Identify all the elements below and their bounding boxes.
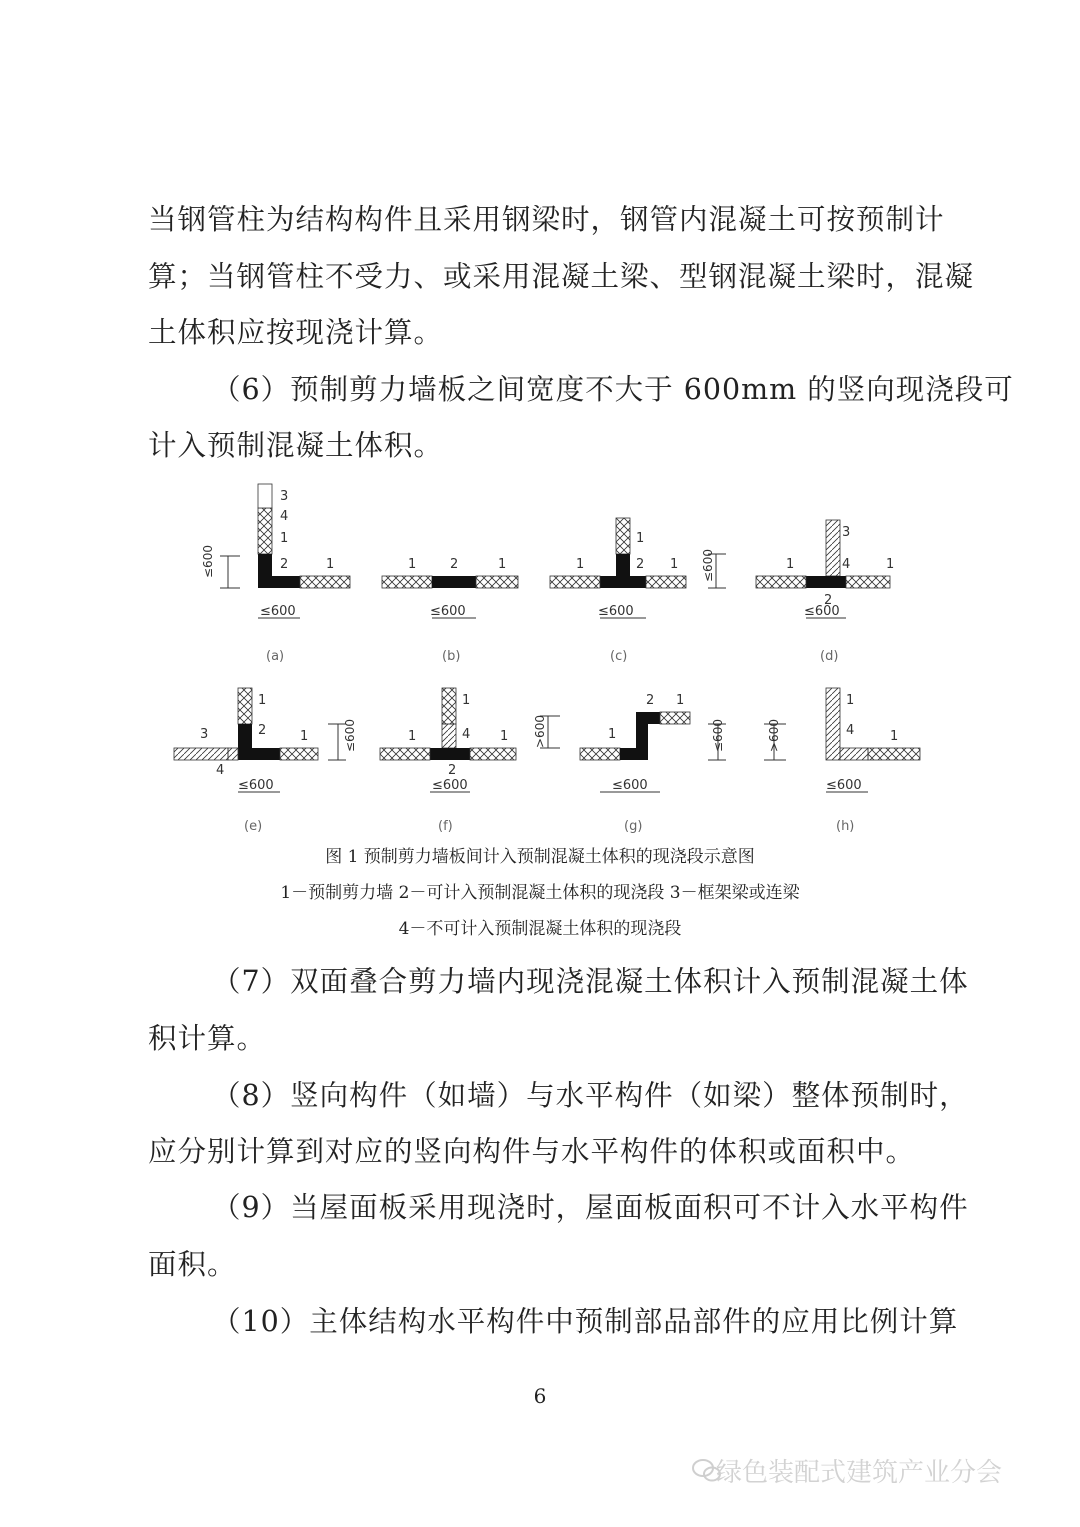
- e-dim-h: ≤600: [238, 778, 274, 793]
- label-d: (d): [820, 649, 839, 664]
- c-num-1: 1: [636, 531, 645, 546]
- diagram-a: [201, 484, 350, 664]
- e-num-3: 3: [200, 727, 209, 742]
- body-line-11: 面积。: [148, 1248, 237, 1281]
- e-num-1b: 1: [300, 729, 309, 744]
- b-num-2: 2: [450, 557, 459, 572]
- d-num-1: 1: [786, 557, 795, 572]
- diagram-h: [708, 688, 920, 834]
- label-e: (e): [244, 819, 263, 834]
- f-num-1b: 1: [408, 729, 417, 744]
- a-num-2: 2: [280, 557, 289, 572]
- b-dim-h: ≤600: [430, 604, 466, 619]
- g-num-1: 1: [608, 727, 617, 742]
- d-num-1b: 1: [886, 557, 895, 572]
- label-b: (b): [442, 649, 461, 664]
- body-line-1: 当钢管柱为结构构件且采用钢梁时，钢管内混凝土可按预制计: [148, 203, 945, 236]
- e-num-2: 2: [258, 723, 267, 738]
- g-dim-v: >600: [533, 715, 547, 748]
- f-dim-v: ≤600: [343, 719, 357, 752]
- d-dim-v: ≤600: [701, 549, 715, 582]
- a-dim-h: ≤600: [260, 604, 296, 619]
- f-num-4: 4: [462, 727, 471, 742]
- d-num-4: 4: [842, 557, 851, 572]
- g-num-2: 2: [646, 693, 655, 708]
- body-line-12: （10）主体结构水平构件中预制部品部件的应用比例计算: [212, 1305, 959, 1338]
- diagram-f: [328, 688, 516, 834]
- f-num-2: 2: [448, 763, 457, 778]
- a-num-1b: 1: [326, 557, 335, 572]
- a-num-3: 3: [280, 489, 289, 504]
- body-line-6: （7）双面叠合剪力墙内现浇混凝土体积计入预制混凝土体: [212, 965, 969, 998]
- label-f: (f): [438, 819, 453, 834]
- watermark-text: 绿色装配式建筑产业分会: [716, 1458, 1003, 1488]
- c-num-1b: 1: [576, 557, 585, 572]
- h-num-1: 1: [846, 693, 855, 708]
- b-num-1: 1: [408, 557, 417, 572]
- body-line-9: 应分别计算到对应的竖向构件与水平构件的体积或面积中。: [148, 1135, 916, 1168]
- diagram-b: [382, 557, 518, 664]
- diagram-c: [550, 518, 686, 664]
- label-h: (h): [836, 819, 855, 834]
- c-num-2: 2: [636, 557, 645, 572]
- body-line-7: 积计算。: [148, 1022, 267, 1055]
- diagram-e: [174, 688, 318, 834]
- body-line-2: 算；当钢管柱不受力、或采用混凝土梁、型钢混凝土梁时，混凝: [148, 260, 975, 293]
- d-dim-h: ≤600: [804, 604, 840, 619]
- c-dim-h: ≤600: [598, 604, 634, 619]
- g-num-1b: 1: [676, 693, 685, 708]
- body-line-4: （6）预制剪力墙板之间宽度不大于 600mm 的竖向现浇段可: [212, 373, 1014, 406]
- b-num-1b: 1: [498, 557, 507, 572]
- h-num-4: 4: [846, 723, 855, 738]
- figure-diagram: [160, 478, 930, 840]
- body-line-10: （9）当屋面板采用现浇时，屋面板面积可不计入水平构件: [212, 1191, 969, 1224]
- a-num-1: 1: [280, 531, 289, 546]
- figure-legend-1: 1－预制剪力墙 2－可计入预制混凝土体积的现浇段 3－框架梁或连梁: [280, 883, 800, 903]
- label-g: (g): [624, 819, 643, 834]
- h-num-1b: 1: [890, 729, 899, 744]
- a-num-4: 4: [280, 509, 289, 524]
- figure-legend-2: 4－不可计入预制混凝土体积的现浇段: [398, 919, 682, 939]
- label-a: (a): [266, 649, 285, 664]
- diagram-d: [701, 520, 894, 664]
- f-dim-h: ≤600: [432, 778, 468, 793]
- f-num-1: 1: [462, 693, 471, 708]
- h-dim-v: ≤600: [711, 719, 725, 752]
- d-num-3: 3: [842, 525, 851, 540]
- h-dim-h: ≤600: [826, 778, 862, 793]
- e-num-1: 1: [258, 693, 267, 708]
- g-dim-h: ≤600: [612, 778, 648, 793]
- figure-caption: 图 1 预制剪力墙板间计入预制混凝土体积的现浇段示意图: [325, 847, 755, 867]
- a-dim-v: ≤600: [201, 545, 215, 578]
- label-c: (c): [610, 649, 628, 664]
- body-line-3: 土体积应按现浇计算。: [148, 316, 444, 349]
- body-line-8: （8）竖向构件（如墙）与水平构件（如梁）整体预制时，: [212, 1079, 969, 1112]
- d-num-2: 2: [824, 593, 833, 608]
- diagram-g: [533, 693, 690, 834]
- page-number: 6: [533, 1384, 547, 1408]
- h-dim-v2: >600: [767, 719, 781, 752]
- f-num-1c: 1: [500, 729, 509, 744]
- figure-svg: [160, 478, 930, 840]
- e-num-4: 4: [216, 763, 225, 778]
- body-line-5: 计入预制混凝土体积。: [148, 429, 444, 462]
- c-num-1c: 1: [670, 557, 679, 572]
